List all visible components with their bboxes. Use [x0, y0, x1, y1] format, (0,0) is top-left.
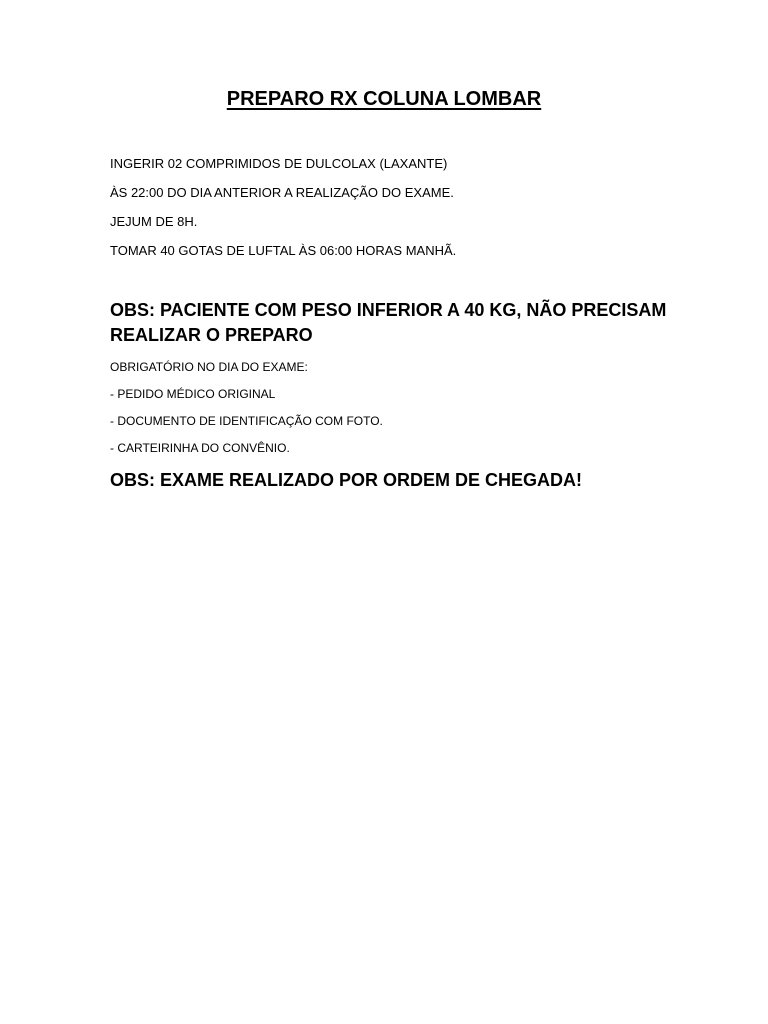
- required-item: - DOCUMENTO DE IDENTIFICAÇÃO COM FOTO.: [110, 414, 383, 428]
- obs-order-note: OBS: EXAME REALIZADO POR ORDEM DE CHEGADA!: [110, 470, 583, 490]
- required-item: - CARTEIRINHA DO CONVÊNIO.: [110, 441, 290, 455]
- instruction-line: JEJUM DE 8H.: [110, 214, 198, 229]
- instruction-line: ÀS 22:00 DO DIA ANTERIOR A REALIZAÇÃO DO EXAME.: [110, 185, 454, 200]
- required-item: - PEDIDO MÉDICO ORIGINAL: [110, 387, 276, 401]
- required-heading: OBRIGATÓRIO NO DIA DO EXAME:: [110, 360, 308, 374]
- obs-weight-note: OBS: PACIENTE COM PESO INFERIOR A 40 KG, NÃO PRECISAM REALIZAR O PREPARO: [110, 300, 667, 345]
- document-title: PREPARO RX COLUNA LOMBAR: [226, 88, 542, 110]
- instruction-line: INGERIR 02 COMPRIMIDOS DE DULCOLAX (LAXANTE): [110, 156, 448, 171]
- instruction-line: TOMAR 40 GOTAS DE LUFTAL ÀS 06:00 HORAS MANHÃ.: [110, 243, 457, 258]
